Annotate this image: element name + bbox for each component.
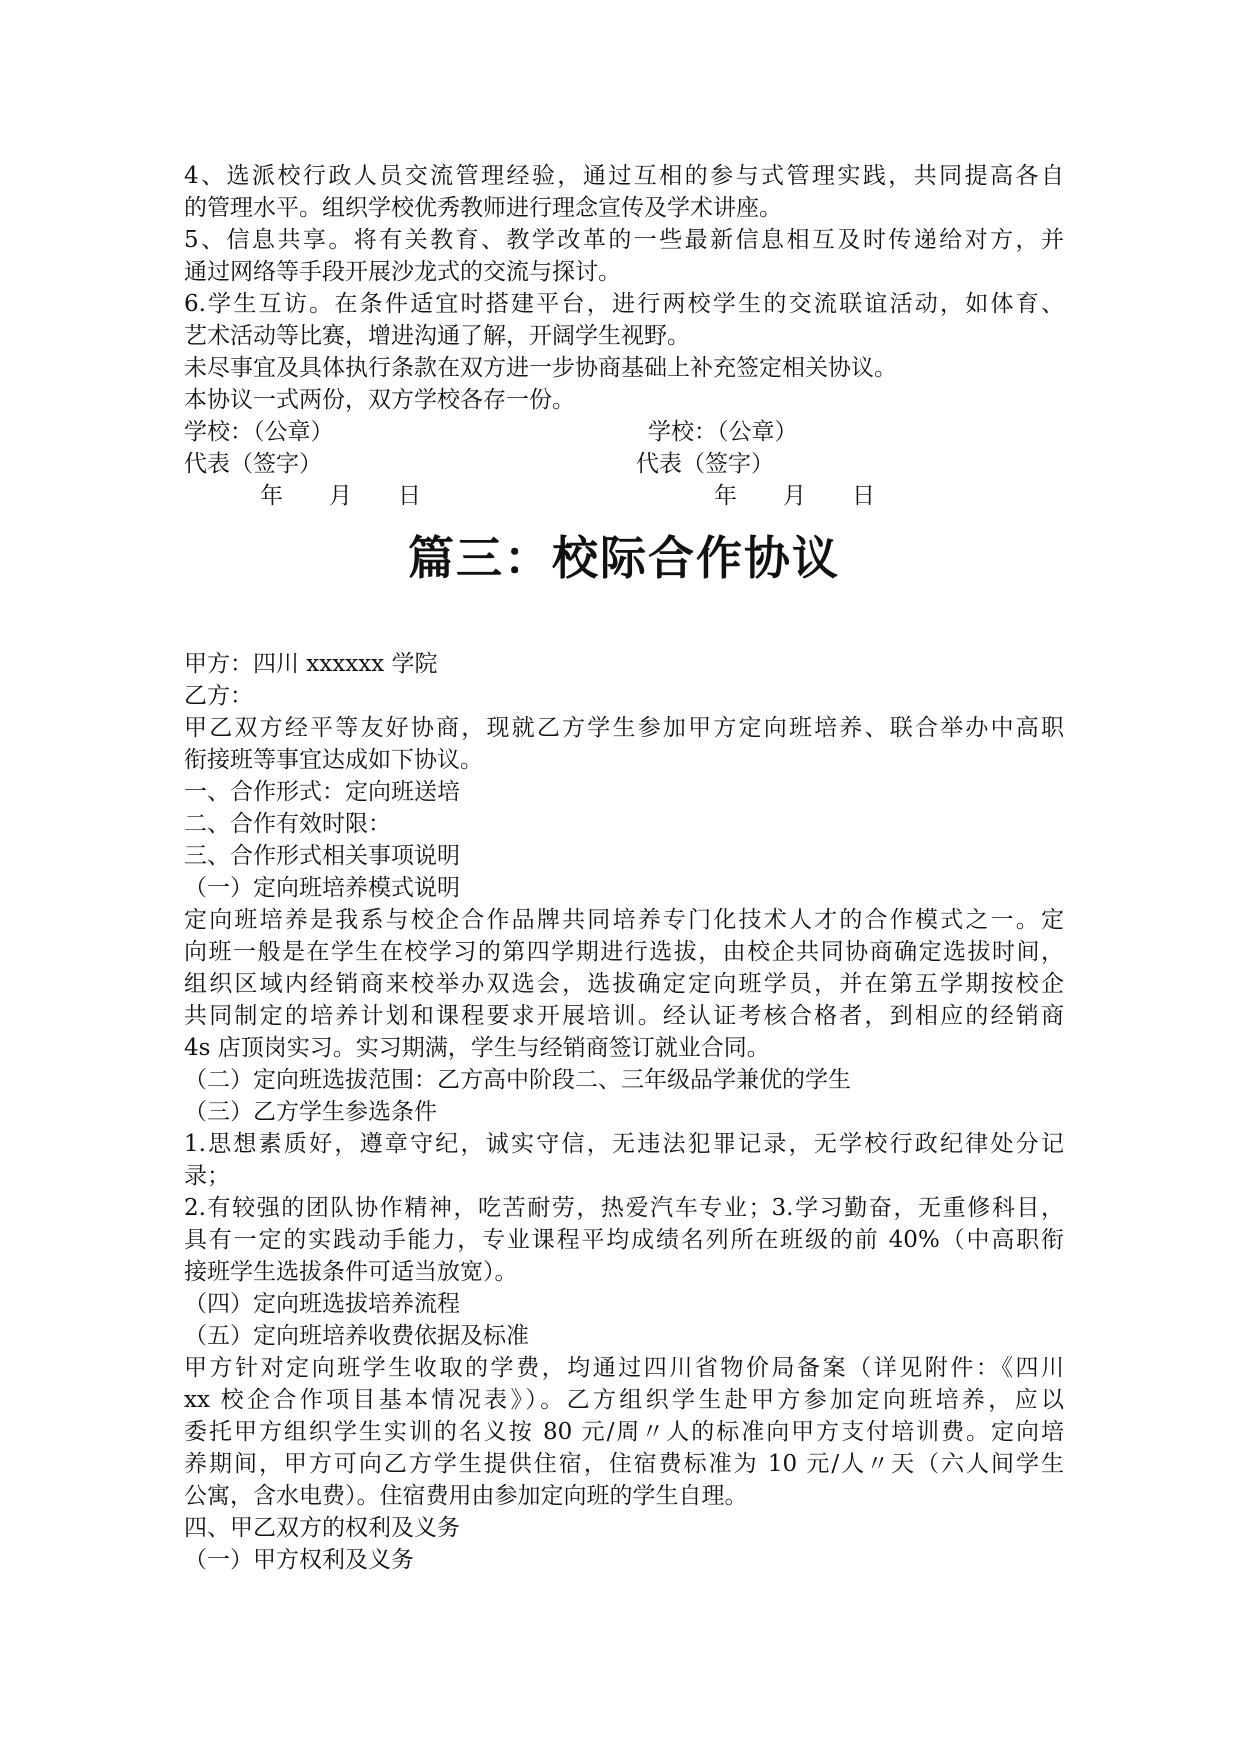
part1-body — [184, 160, 1064, 416]
paragraph-line: 通过网络等手段开展沙龙式的交流与探讨。 — [184, 259, 621, 285]
subsection-heading: （二）定向班选拔范围：乙方高中阶段二、三年级品学兼优的学生 — [184, 1067, 851, 1093]
paragraph-line: 艺术活动等比赛，增进沟通了解，开阔学生视野。 — [184, 323, 690, 349]
paragraph-line: 组织区域内经销商来校举办双选会，选拔确定定向班学员，并在第五学期按校企 — [184, 971, 1064, 997]
part2-body — [184, 648, 1064, 1576]
paragraph-line: 衔接班等事宜达成如下协议。 — [184, 747, 483, 773]
paragraph-line: 养期间，甲方可向乙方学生提供住宿，住宿费标准为 10 元/人〃天（六人间学生 — [184, 1451, 1064, 1477]
signature-date-row — [184, 480, 1064, 512]
paragraph-line: 本协议一式两份，双方学校各存一份。 — [184, 387, 575, 413]
paragraph-line: 2.有较强的团队协作精神，吃苦耐劳，热爱汽车专业；3.学习勤奋，无重修科目， — [184, 1195, 1064, 1221]
school-seal-right: 学校：（公章） — [648, 419, 798, 445]
school-seal-left: 学校：（公章） — [184, 419, 334, 445]
paragraph-line: 的管理水平。组织学校优秀教师进行理念宣传及学术讲座。 — [184, 195, 782, 221]
subsection-heading: （三）乙方学生参选条件 — [184, 1099, 437, 1125]
representative-left: 代表（签字） — [184, 451, 322, 477]
paragraph-line: 共同制定的培养计划和课程要求开展培训。经认证考核合格者，到相应的经销商 — [184, 1003, 1064, 1029]
date-right: 年 月 日 — [714, 483, 875, 509]
signature-school-row — [184, 416, 1064, 448]
party-b: 乙方： — [184, 683, 253, 709]
paragraph-line: 4s 店顶岗实习。实习期满，学生与经销商签订就业合同。 — [184, 1035, 770, 1061]
subsection-heading: （一）定向班培养模式说明 — [184, 875, 460, 901]
paragraph-line: 5、信息共享。将有关教育、教学改革的一些最新信息相互及时传递给对方，并 — [184, 227, 1064, 253]
paragraph-line: xx 校企合作项目基本情况表》）。乙方组织学生赴甲方参加定向班培养，应以 — [184, 1387, 1064, 1413]
paragraph-line: 公寓，含水电费）。住宿费用由参加定向班的学生自理。 — [184, 1483, 748, 1509]
paragraph-line: 定向班培养是我系与校企合作品牌共同培养专门化技术人才的合作模式之一。定 — [184, 907, 1064, 933]
paragraph-line: 接班学生选拔条件可适当放宽）。 — [184, 1259, 518, 1285]
paragraph-line: 未尽事宜及具体执行条款在双方进一步协商基础上补充签定相关协议。 — [184, 355, 897, 381]
paragraph-line: 甲乙双方经平等友好协商，现就乙方学生参加甲方定向班培养、联合举办中高职 — [184, 715, 1064, 741]
section-heading: 一、合作形式：定向班送培 — [184, 779, 460, 805]
paragraph-line: 1.思想素质好，遵章守纪，诚实守信，无违法犯罪记录，无学校行政纪律处分记 — [184, 1131, 1064, 1157]
paragraph-line: 录； — [184, 1163, 230, 1189]
paragraph-line: 甲方针对定向班学生收取的学费，均通过四川省物价局备案（详见附件：《四川 — [184, 1355, 1064, 1381]
paragraph-line: 具有一定的实践动手能力，专业课程平均成绩名列所在班级的前 40%（中高职衔 — [184, 1227, 1064, 1253]
document-page — [184, 160, 1064, 1576]
representative-right: 代表（签字） — [636, 451, 774, 477]
subsection-heading: （五）定向班培养收费依据及标准 — [184, 1323, 529, 1349]
date-left: 年 月 日 — [260, 483, 421, 509]
paragraph-line: 6.学生互访。在条件适宜时搭建平台，进行两校学生的交流联谊活动，如体育、 — [184, 291, 1064, 317]
paragraph-line: 4、选派校行政人员交流管理经验，通过互相的参与式管理实践，共同提高各自 — [184, 163, 1064, 189]
paragraph-line: 向班一般是在学生在校学习的第四学期进行选拔，由校企共同协商确定选拔时间， — [184, 939, 1064, 965]
subsection-heading: （四）定向班选拔培养流程 — [184, 1291, 460, 1317]
section-heading: 四、甲乙双方的权利及义务 — [184, 1515, 460, 1541]
signature-rep-row — [184, 448, 1064, 480]
section-title: 篇三：校际合作协议 — [408, 531, 840, 585]
signature-block — [184, 416, 1064, 512]
subsection-heading: （一）甲方权利及义务 — [184, 1547, 414, 1573]
paragraph-line: 委托甲方组织学生实训的名义按 80 元/周〃人的标准向甲方支付培训费。定向培 — [184, 1419, 1064, 1445]
party-a: 甲方：四川 xxxxxx 学院 — [184, 651, 438, 677]
section-heading: 二、合作有效时限： — [184, 811, 391, 837]
section-heading: 三、合作形式相关事项说明 — [184, 843, 460, 869]
